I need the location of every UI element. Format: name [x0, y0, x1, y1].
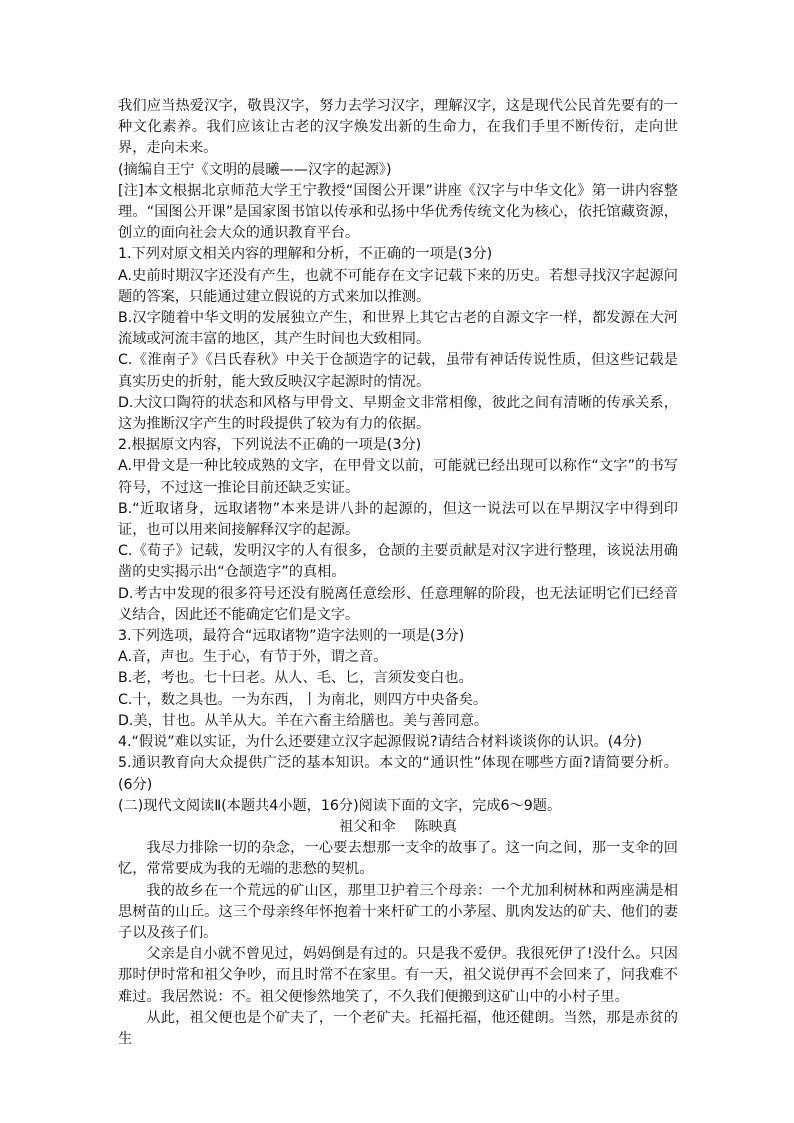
source-citation: (摘编自王宁《文明的晨曦——汉字的起源》) — [118, 161, 392, 178]
story-paragraph-2: 我的故乡在一个荒远的矿山区，那里卫护着三个母亲：一个尤加利树林和两座满是相思树苗的山丘。这三个母亲终年怀抱着十来杆矿工的小茅屋、肌肉发达的矿夫、他们的妻子以及孩子们。 — [118, 882, 678, 941]
question-2-option-d: D.考古中发现的很多符号还没有脱离任意绘形、任意理解的阶段，也无法证明它们已经音义结合，因此还不能确定它们是文字。 — [118, 585, 678, 623]
question-3-option-a: A.音，声也。生于心，有节于外，谓之音。 — [118, 649, 388, 666]
story-author: 陈映真 — [414, 818, 457, 835]
question-1-option-b: B.汉字随着中华文明的发展独立产生，和世界上其它古老的自源文字一样，都发源在大河流域或河流丰富的地区，其产生时间也大致相同。 — [118, 310, 678, 348]
story-paragraph-3: 父亲是自小就不曾见过，妈妈倒是有过的。只是我不爱伊。我很死伊了!没什么。只因那时伊时常和祖父争吵，而且时常不在家里。有一天，祖父说伊再不会回来了，问我难不难过。我居然说：不。祖父便惨然地笑了，不久我们便搬到这矿山中的小村子里。 — [118, 946, 678, 1005]
question-3-option-b: B.老，考也。七十曰老。从人、毛、匕，言须发变白也。 — [118, 670, 473, 687]
question-2-stem: 2.根据原文内容，下列说法不正确的一项是(3分) — [118, 437, 422, 454]
question-1-option-d: D.大汶口陶符的状态和风格与甲骨文、早期金文非常相像，彼此之间有清晰的传承关系，这为推断汉字产生的时段提供了较为有力的依据。 — [118, 394, 678, 433]
section-2-heading: (二)现代文阅读Ⅱ(本题共4小题，16分)阅读下面的文字，完成6～9题。 — [118, 797, 562, 814]
question-1-option-c: C.《淮南子》《吕氏春秋》中关于仓颉造字的记载，虽带有神话传说性质，但这些记载是真实历史的折射，能大致反映汉字起源时的情况。 — [118, 352, 678, 390]
question-1-option-a: A.史前时期汉字还没有产生，也就不可能存在文字记载下来的历史。若想寻找汉字起源问题的答案，只能通过建立假说的方式来加以推测。 — [118, 267, 678, 305]
question-2-option-c: C.《荀子》记载，发明汉字的人有很多，仓颉的主要贡献是对汉字进行整理，该说法用确凿的史实揭示出“仓颉造字”的真相。 — [118, 543, 678, 581]
question-3-option-d: D.美，甘也。从羊从大。羊在六畜主给膳也。美与善同意。 — [118, 712, 489, 729]
question-4-stem: 4.“假说”难以实证，为什么还要建立汉字起源假说?请结合材料谈谈你的认识。(4分) — [118, 734, 643, 751]
exam-page — [118, 96, 678, 1050]
question-2-option-a: A.甲骨文是一种比较成熟的文字，在甲骨文以前，可能就已经出现可以称作“文字”的书写符号，不过这一推论目前还缺乏实证。 — [118, 458, 678, 496]
story-title: 祖父和伞 — [339, 818, 396, 835]
question-3-stem: 3.下列选项，最符合“远取诸物”造字法则的一项是(3分) — [118, 628, 465, 645]
story-paragraph-4: 从此，祖父便也是个矿夫了，一个老矿夫。托福托福，他还健朗。当然，那是赤贫的生 — [118, 1009, 678, 1047]
question-5-stem: 5.通识教育向大众提供广泛的基本知识。本文的“通识性”体现在哪些方面?请简要分析。(6分) — [118, 755, 678, 793]
question-1-stem: 1.下列对原文相关内容的理解和分析，不正确的一项是(3分) — [118, 246, 493, 263]
editor-note: [注]本文根据北京师范大学王宁教授“国图公开课”讲座《汉字与中华文化》第一讲内容整理。“国图公开课”是国家图书馆以传承和弘扬中华优秀传统文化为核心，依托馆藏资源，创立的面向社会大众的通识教育平台。 — [118, 182, 678, 242]
question-3-option-c: C.十，数之具也。一为东西，丨为南北，则四方中央备矣。 — [118, 691, 488, 708]
story-title-line — [118, 817, 678, 838]
question-2-option-b: B.“近取诸身，远取诸物”本来是讲八卦的起源的，但这一说法可以在早期汉字中得到印证，也可以用来间接解释汉字的起源。 — [118, 500, 678, 539]
story-paragraph-1: 我尽力排除一切的杂念，一心要去想那一支伞的故事了。这一向之间，那一支伞的回忆，常常要成为我的无端的悲愁的契机。 — [118, 840, 678, 878]
intro-paragraph: 我们应当热爱汉字，敬畏汉字，努力去学习汉字，理解汉字，这是现代公民首先要有的一种文化素养。我们应该让古老的汉字焕发出新的生命力，在我们手里不断传衍，走向世界，走向未来。 — [118, 98, 678, 157]
